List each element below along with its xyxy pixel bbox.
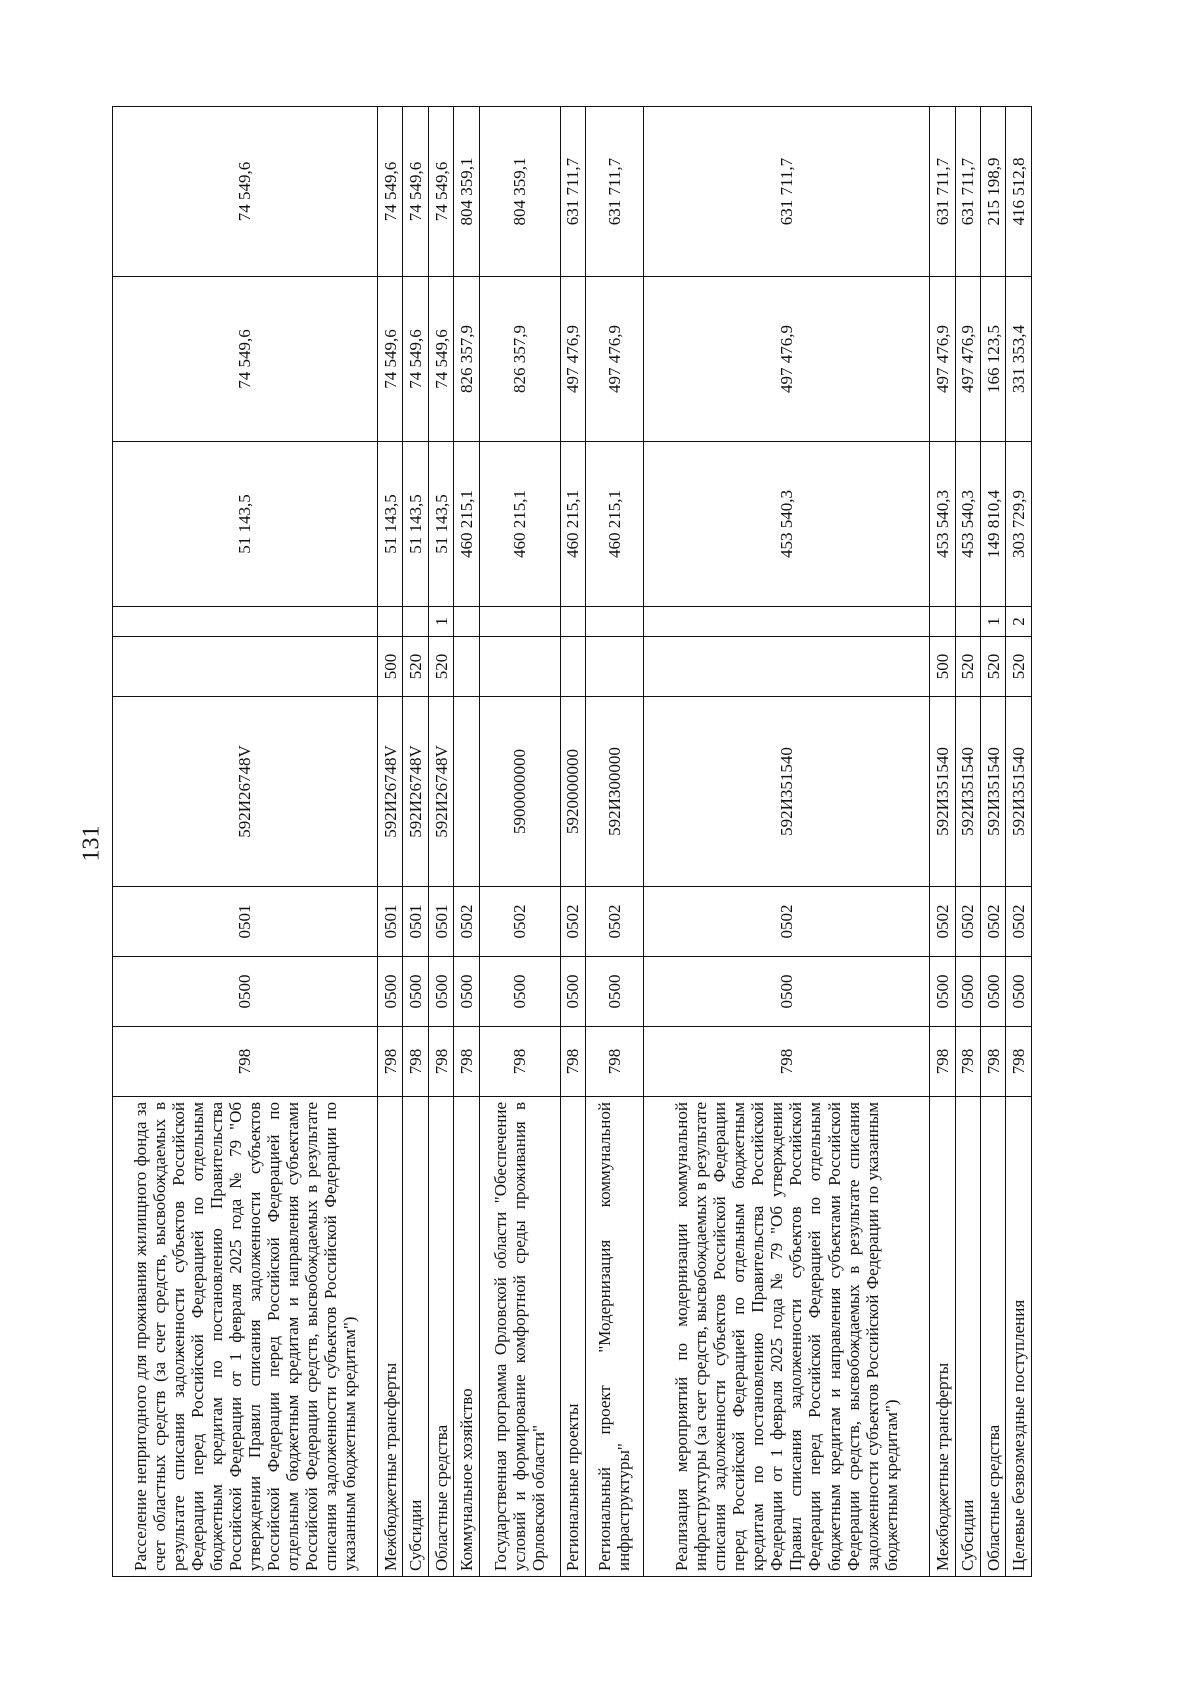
- section-code: 0500: [643, 957, 930, 1027]
- value-2026: 74 549,6: [113, 277, 378, 442]
- grbs-code: 798: [643, 1027, 930, 1097]
- row-name: Субсидии: [403, 1097, 428, 1577]
- source-code: [560, 607, 585, 637]
- expense-type-code: 520: [981, 637, 1006, 697]
- row-name: Региональные проекты: [560, 1097, 585, 1577]
- value-2025: 460 215,1: [454, 442, 479, 607]
- section-code: 0500: [560, 957, 585, 1027]
- value-2027: 74 549,6: [113, 107, 378, 277]
- table-row: [560, 107, 585, 1577]
- value-2027: 74 549,6: [378, 107, 403, 277]
- source-code: [930, 607, 955, 637]
- expense-type-code: 500: [378, 637, 403, 697]
- source-code: 2: [1006, 607, 1032, 637]
- section-code: 0500: [955, 957, 980, 1027]
- table-row: [955, 107, 980, 1577]
- value-2025: 51 143,5: [428, 442, 453, 607]
- value-2027: 631 711,7: [560, 107, 585, 277]
- budget-table-rotated: [112, 107, 1032, 1577]
- value-2027: 74 549,6: [403, 107, 428, 277]
- expense-type-code: 500: [930, 637, 955, 697]
- subsection-code: 0502: [454, 887, 479, 957]
- row-name: Коммунальное хозяйство: [454, 1097, 479, 1577]
- grbs-code: 798: [1006, 1027, 1032, 1097]
- expense-type-code: [560, 637, 585, 697]
- table-row: [643, 107, 930, 1577]
- section-code: 0500: [930, 957, 955, 1027]
- value-2026: 497 476,9: [955, 277, 980, 442]
- source-code: [479, 607, 560, 637]
- value-2025: 303 729,9: [1006, 442, 1032, 607]
- value-2026: 331 353,4: [1006, 277, 1032, 442]
- source-code: 1: [428, 607, 453, 637]
- table-row: [454, 107, 479, 1577]
- value-2025: 51 143,5: [403, 442, 428, 607]
- subsection-code: 0502: [479, 887, 560, 957]
- value-2026: 74 549,6: [403, 277, 428, 442]
- grbs-code: 798: [585, 1027, 643, 1097]
- section-code: 0500: [113, 957, 378, 1027]
- expense-type-code: [585, 637, 643, 697]
- target-article-code: 592И351540: [981, 697, 1006, 887]
- target-article-code: 592И351540: [643, 697, 930, 887]
- subsection-code: 0501: [378, 887, 403, 957]
- expense-type-code: 520: [955, 637, 980, 697]
- grbs-code: 798: [930, 1027, 955, 1097]
- expense-type-code: [454, 637, 479, 697]
- table-row: [1006, 107, 1032, 1577]
- target-article-code: 5920000000: [560, 697, 585, 887]
- source-code: [403, 607, 428, 637]
- row-name: Государственная программа Орловской области "Обеспечение условий и формирование комфортной среды проживания в Орловской области": [479, 1097, 560, 1577]
- grbs-code: 798: [955, 1027, 980, 1097]
- value-2026: 497 476,9: [560, 277, 585, 442]
- value-2026: 497 476,9: [643, 277, 930, 442]
- grbs-code: 798: [479, 1027, 560, 1097]
- source-code: [585, 607, 643, 637]
- value-2025: 51 143,5: [113, 442, 378, 607]
- section-code: 0500: [403, 957, 428, 1027]
- value-2027: 631 711,7: [930, 107, 955, 277]
- value-2026: 74 549,6: [428, 277, 453, 442]
- value-2027: 631 711,7: [585, 107, 643, 277]
- value-2026: 826 357,9: [479, 277, 560, 442]
- expense-type-code: [113, 637, 378, 697]
- table-row: [479, 107, 560, 1577]
- page-number: 131: [78, 825, 105, 862]
- value-2025: 460 215,1: [585, 442, 643, 607]
- value-2027: 631 711,7: [955, 107, 980, 277]
- row-name: Межбюджетные трансферты: [930, 1097, 955, 1577]
- row-name: Субсидии: [955, 1097, 980, 1577]
- value-2027: 804 359,1: [479, 107, 560, 277]
- source-code: [643, 607, 930, 637]
- table-row: [113, 107, 378, 1577]
- row-name: Целевые безвозмездные поступления: [1006, 1097, 1032, 1577]
- section-code: 0500: [585, 957, 643, 1027]
- table-row: [981, 107, 1006, 1577]
- section-code: 0500: [1006, 957, 1032, 1027]
- table-row: [378, 107, 403, 1577]
- value-2026: 497 476,9: [930, 277, 955, 442]
- value-2027: 804 359,1: [454, 107, 479, 277]
- value-2025: 460 215,1: [479, 442, 560, 607]
- value-2025: 453 540,3: [930, 442, 955, 607]
- expense-type-code: 520: [1006, 637, 1032, 697]
- target-article-code: 592И26748V: [378, 697, 403, 887]
- section-code: 0500: [378, 957, 403, 1027]
- table-row: [428, 107, 453, 1577]
- section-code: 0500: [454, 957, 479, 1027]
- target-article-code: 592И26748V: [428, 697, 453, 887]
- value-2025: 453 540,3: [955, 442, 980, 607]
- value-2026: 497 476,9: [585, 277, 643, 442]
- target-article-code: 592И26748V: [403, 697, 428, 887]
- row-name: Областные средства: [981, 1097, 1006, 1577]
- target-article-code: 5900000000: [479, 697, 560, 887]
- subsection-code: 0501: [403, 887, 428, 957]
- row-name: Реализация мероприятий по модернизации коммунальной инфраструктуры (за счет средств, высвобождаемых в результате списания задолженности субъектов Российской Федерации перед Российской Федерацией по отдельным бюджетным кредитам по постановлению Правительства Российской Федерации от 1 февраля 2025 года № 79 "Об утверждении Правил списания задолженности субъектов Российской Федерации перед Российской Федерацией по отдельным бюджетным кредитам и направления субъектами Российской Федерации средств, высвобождаемых в результате списания задолженности субъектов Российской Федерации по указанным бюджетным кредитам"): [643, 1097, 930, 1577]
- target-article-code: 592И351540: [955, 697, 980, 887]
- subsection-code: 0502: [585, 887, 643, 957]
- section-code: 0500: [981, 957, 1006, 1027]
- subsection-code: 0501: [428, 887, 453, 957]
- expense-type-code: 520: [428, 637, 453, 697]
- source-code: [955, 607, 980, 637]
- value-2025: 460 215,1: [560, 442, 585, 607]
- value-2025: 51 143,5: [378, 442, 403, 607]
- grbs-code: 798: [403, 1027, 428, 1097]
- value-2025: 149 810,4: [981, 442, 1006, 607]
- grbs-code: 798: [113, 1027, 378, 1097]
- target-article-code: 592И351540: [1006, 697, 1032, 887]
- expense-type-code: [479, 637, 560, 697]
- row-name: Региональный проект "Модернизация коммунальной инфраструктуры": [585, 1097, 643, 1577]
- grbs-code: 798: [428, 1027, 453, 1097]
- target-article-code: 592И26748V: [113, 697, 378, 887]
- budget-table: [112, 106, 1032, 1577]
- table-row: [403, 107, 428, 1577]
- row-name: Областные средства: [428, 1097, 453, 1577]
- target-article-code: 592И300000: [585, 697, 643, 887]
- grbs-code: 798: [981, 1027, 1006, 1097]
- value-2026: 74 549,6: [378, 277, 403, 442]
- value-2027: 631 711,7: [643, 107, 930, 277]
- row-name: Межбюджетные трансферты: [378, 1097, 403, 1577]
- target-article-code: [454, 697, 479, 887]
- subsection-code: 0501: [113, 887, 378, 957]
- grbs-code: 798: [560, 1027, 585, 1097]
- expense-type-code: [643, 637, 930, 697]
- row-name: Расселение непригодного для проживания жилищного фонда за счет областных средств (за счет средств, высвобождаемых в результате списания задолженности субъектов Российской Федерации перед Российской Федерацией по отдельным бюджетным кредитам по постановлению Правительства Российской Федерации от 1 февраля 2025 года № 79 "Об утверждении Правил списания задолженности субъектов Российской Федерации перед Российской Федерацией по отдельным бюджетным кредитам и направления субъектами Российской Федерации средств, высвобождаемых в результате списания задолженности субъектов Российской Федерации по указанным бюджетным кредитам"): [113, 1097, 378, 1577]
- subsection-code: 0502: [930, 887, 955, 957]
- source-code: [113, 607, 378, 637]
- subsection-code: 0502: [643, 887, 930, 957]
- value-2026: 166 123,5: [981, 277, 1006, 442]
- value-2025: 453 540,3: [643, 442, 930, 607]
- value-2026: 826 357,9: [454, 277, 479, 442]
- value-2027: 74 549,6: [428, 107, 453, 277]
- section-code: 0500: [479, 957, 560, 1027]
- source-code: [454, 607, 479, 637]
- subsection-code: 0502: [981, 887, 1006, 957]
- subsection-code: 0502: [955, 887, 980, 957]
- grbs-code: 798: [378, 1027, 403, 1097]
- table-row: [930, 107, 955, 1577]
- grbs-code: 798: [454, 1027, 479, 1097]
- target-article-code: 592И351540: [930, 697, 955, 887]
- section-code: 0500: [428, 957, 453, 1027]
- value-2027: 416 512,8: [1006, 107, 1032, 277]
- value-2027: 215 198,9: [981, 107, 1006, 277]
- table-row: [585, 107, 643, 1577]
- subsection-code: 0502: [1006, 887, 1032, 957]
- subsection-code: 0502: [560, 887, 585, 957]
- source-code: 1: [981, 607, 1006, 637]
- source-code: [378, 607, 403, 637]
- expense-type-code: 520: [403, 637, 428, 697]
